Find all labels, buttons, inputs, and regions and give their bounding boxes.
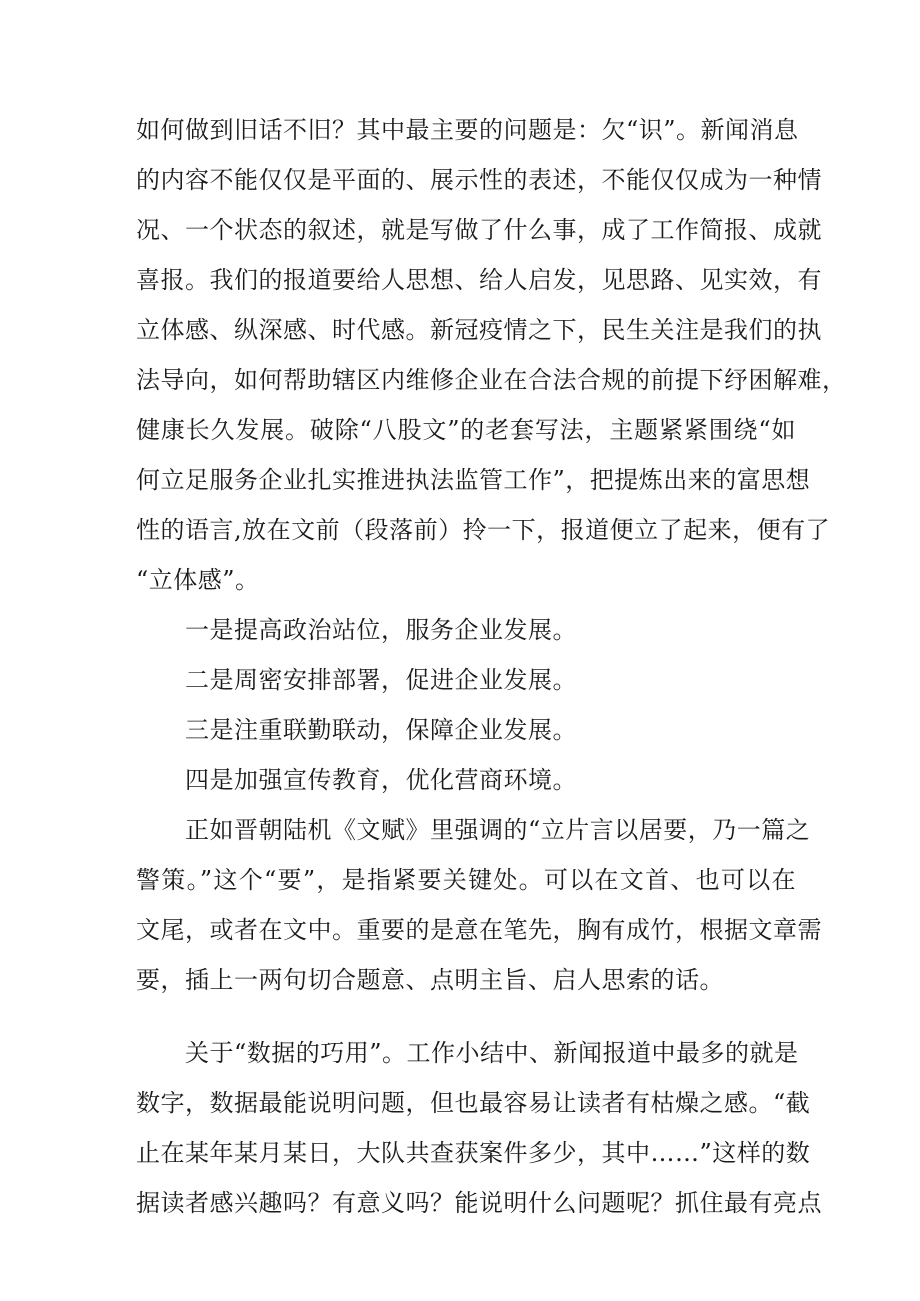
paragraph-1-line-4: 喜报。我们的报道要给人思想、给人启发，见思路、见实效，有	[136, 266, 822, 294]
list-item-4: 四是加强宣传教育，优化营商环境。	[185, 766, 577, 794]
paragraph-1-line-8: 何立足服务企业扎实推进执法监管工作”，把提炼出来的富思想	[136, 466, 811, 494]
paragraph-2-line-1: 正如晋朝陆机《文赋》里强调的“立片言以居要，乃一篇之	[185, 816, 811, 844]
list-item-3: 三是注重联勤联动，保障企业发展。	[185, 716, 577, 744]
paragraph-3-line-4: 据读者感兴趣吗？有意义吗？能说明什么问题呢？抓住最有亮点	[136, 1189, 822, 1217]
paragraph-3-line-2: 数字，数据最能说明问题，但也最容易让读者有枯燥之感。“截	[136, 1089, 811, 1117]
list-item-2: 二是周密安排部署，促进企业发展。	[185, 666, 577, 694]
paragraph-1-line-10: “立体感”。	[136, 566, 260, 594]
paragraph-1-line-7: 健康长久发展。破除“八股文”的老套写法，主题紧紧围绕“如	[136, 416, 796, 444]
paragraph-1-line-6: 法导向，如何帮助辖区内维修企业在合法合规的前提下纾困解难，	[136, 366, 847, 394]
paragraph-2-line-3: 文尾，或者在文中。重要的是意在笔先，胸有成竹，根据文章需	[136, 916, 822, 944]
paragraph-1-line-9: 性的语言,放在文前（段落前）拎一下，报道便立了起来，便有了	[136, 516, 831, 544]
paragraph-3-line-3: 止在某年某月某日，大队共查获案件多少，其中……”这样的数	[136, 1139, 811, 1167]
paragraph-3-line-1: 关于“数据的巧用”。工作小结中、新闻报道中最多的就是	[185, 1039, 799, 1067]
paragraph-2-line-2: 警策。”这个“要”，是指紧要关键处。可以在文首、也可以在	[136, 866, 796, 894]
paragraph-1-line-2: 的内容不能仅仅是平面的、展示性的表述，不能仅仅成为一种情	[136, 166, 822, 194]
paragraph-1-line-5: 立体感、纵深感、时代感。新冠疫情之下，民生关注是我们的执	[136, 316, 822, 344]
paragraph-1-line-3: 况、一个状态的叙述，就是写做了什么事，成了工作简报、成就	[136, 216, 822, 244]
list-item-1: 一是提高政治站位，服务企业发展。	[185, 616, 577, 644]
paragraph-1-line-1: 如何做到旧话不旧？其中最主要的问题是：欠“识”。新闻消息	[136, 116, 799, 144]
paragraph-2-line-4: 要，插上一两句切合题意、点明主旨、启人思索的话。	[136, 966, 724, 994]
